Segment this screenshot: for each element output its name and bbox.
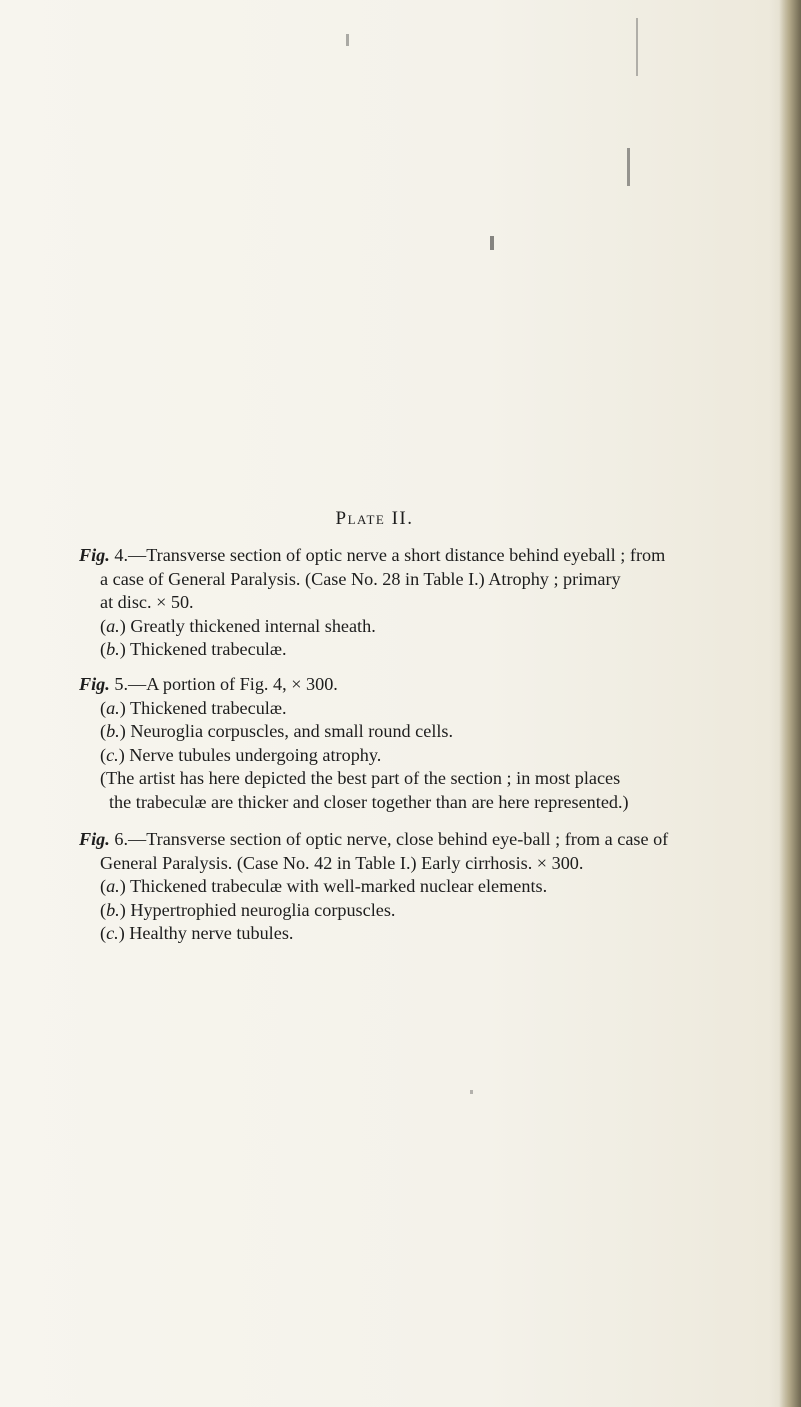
item-letter: b.: [106, 899, 120, 920]
item-text: Neuroglia corpuscles, and small round cells.: [130, 721, 454, 741]
specks: [490, 236, 494, 250]
item-text: Hypertrophied neuroglia corpuscles.: [130, 899, 396, 920]
figure-4-item-a: (a.) Greatly thickened internal sheath.: [100, 615, 376, 636]
specks: [627, 148, 630, 186]
item-letter: a.: [106, 697, 120, 718]
item-letter: a.: [106, 876, 120, 896]
figure-label: Fig.: [79, 829, 110, 849]
page-edge-shadow: [779, 0, 801, 1407]
item-letter: b.: [106, 721, 120, 741]
item-letter: a.: [106, 615, 120, 636]
figure-4-heading: [79, 544, 779, 568]
figure-5-note-line: (The artist has here depicted the best part of the section ; in most places: [100, 768, 621, 788]
plate-title: Plate II.: [335, 508, 414, 529]
figure-5-heading: [79, 673, 779, 697]
figure-6-heading: [79, 828, 779, 852]
figure-6-continuation-line: General Paralysis. (Case No. 42 in Table I.) Early cirrhosis. × 300.: [100, 852, 584, 873]
figure-5-item-a: (a.) Thickened trabeculæ.: [100, 697, 287, 718]
item-text: Healthy nerve tubules.: [129, 923, 294, 943]
item-text: Thickened trabeculæ.: [129, 639, 287, 659]
figure-label: Fig.: [79, 674, 110, 694]
figure-6-item-c: (c.) Healthy nerve tubules.: [100, 923, 294, 943]
figure-4-caption: [79, 544, 779, 662]
figure-4-item-b: (b.) Thickened trabeculæ.: [100, 639, 287, 659]
item-text: Thickened trabeculæ with well-marked nuclear elements.: [129, 876, 548, 896]
figure-6-item-a: (a.) Thickened trabeculæ with well-marked nuclear elements.: [100, 876, 548, 896]
specks: [636, 18, 638, 76]
specks: [346, 34, 349, 46]
figure-5-heading-text: 5.—A portion of Fig. 4, × 300.: [114, 674, 338, 694]
figure-4-continuation-line: at disc. × 50.: [100, 592, 194, 612]
figure-4-heading-text: 4.—Transverse section of optic nerve a short distance behind eyeball ; from: [114, 545, 666, 565]
item-letter: b.: [106, 639, 120, 659]
item-text: Nerve tubules undergoing atrophy.: [129, 744, 382, 765]
figure-5-note-line: the trabeculæ are thicker and closer together than are here represented.): [109, 791, 629, 812]
figure-5-item-b: (b.) Neuroglia corpuscles, and small round cells.: [100, 721, 454, 741]
item-text: Greatly thickened internal sheath.: [130, 615, 376, 636]
item-letter: c.: [106, 923, 119, 943]
figure-4-continuation-line: a case of General Paralysis. (Case No. 28 in Table I.) Atrophy ; primary: [100, 568, 621, 589]
figure-6-item-b: (b.) Hypertrophied neuroglia corpuscles.: [100, 899, 396, 920]
figure-5-item-c: (c.) Nerve tubules undergoing atrophy.: [100, 744, 382, 765]
figure-6-caption: [79, 828, 779, 946]
figure-5-caption: [79, 673, 779, 814]
figure-6-heading-text: 6.—Transverse section of optic nerve, close behind eye-ball ; from a case of: [114, 829, 669, 849]
figure-label: Fig.: [79, 545, 110, 565]
item-text: Thickened trabeculæ.: [129, 697, 287, 718]
specks: [470, 1090, 473, 1094]
item-letter: c.: [106, 744, 119, 765]
